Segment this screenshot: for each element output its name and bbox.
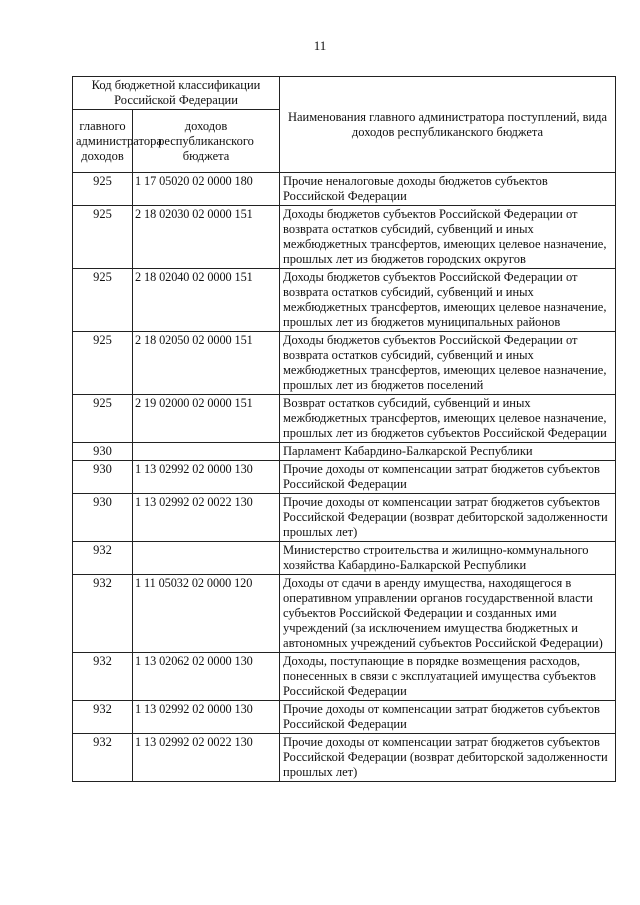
row-income-name: Прочие доходы от компенсации затрат бюджетов субъектов Российской Федерации <box>280 701 616 734</box>
row-admin-code: 930 <box>73 443 133 461</box>
row-admin-code: 930 <box>73 494 133 542</box>
budget-classification-table <box>72 76 616 782</box>
row-income-name: Министерство строительства и жилищно-коммунального хозяйства Кабардино-Балкарской Республики <box>280 542 616 575</box>
table-row <box>73 653 616 701</box>
header-name-column: Наименования главного администратора поступлений, вида доходов республиканского бюджета <box>280 77 616 173</box>
row-income-code: 1 13 02992 02 0022 130 <box>133 734 280 782</box>
row-income-name: Прочие доходы от компенсации затрат бюджетов субъектов Российской Федерации (возврат дебиторской задолженности прошлых лет) <box>280 734 616 782</box>
row-admin-code: 932 <box>73 542 133 575</box>
row-income-name: Доходы бюджетов субъектов Российской Федерации от возврата остатков субсидий, субвенций и иных межбюджетных трансфертов, имеющих целевое назначение, прошлых лет из бюджетов муниципальных районов <box>280 269 616 332</box>
row-admin-code: 925 <box>73 332 133 395</box>
table-header <box>73 77 616 173</box>
row-admin-code: 932 <box>73 653 133 701</box>
row-income-code: 2 18 02050 02 0000 151 <box>133 332 280 395</box>
table-row <box>73 734 616 782</box>
row-income-code: 2 19 02000 02 0000 151 <box>133 395 280 443</box>
table-row <box>73 461 616 494</box>
row-income-name: Доходы бюджетов субъектов Российской Федерации от возврата остатков субсидий, субвенций и иных межбюджетных трансфертов, имеющих целевое назначение, прошлых лет из бюджетов городских округов <box>280 206 616 269</box>
row-admin-code: 932 <box>73 734 133 782</box>
table-row <box>73 575 616 653</box>
row-admin-code: 930 <box>73 461 133 494</box>
page-number: 11 <box>313 38 327 53</box>
table-row <box>73 701 616 734</box>
row-admin-code: 925 <box>73 206 133 269</box>
row-income-name: Прочие доходы от компенсации затрат бюджетов субъектов Российской Федерации (возврат дебиторской задолженности прошлых лет) <box>280 494 616 542</box>
header-classification-code: Код бюджетной классификации Российской Федерации <box>73 77 280 110</box>
table-row <box>73 173 616 206</box>
header-admin-column: главного администратора доходов <box>73 110 133 173</box>
row-income-name: Прочие доходы от компенсации затрат бюджетов субъектов Российской Федерации <box>280 461 616 494</box>
row-income-code: 1 13 02992 02 0000 130 <box>133 461 280 494</box>
row-income-code: 2 18 02030 02 0000 151 <box>133 206 280 269</box>
row-admin-code: 925 <box>73 269 133 332</box>
row-admin-code: 925 <box>73 173 133 206</box>
row-income-code: 1 13 02992 02 0022 130 <box>133 494 280 542</box>
row-income-name: Доходы, поступающие в порядке возмещения расходов, понесенных в связи с эксплуатацией имущества субъектов Российской Федерации <box>280 653 616 701</box>
table-row <box>73 269 616 332</box>
row-income-code: 2 18 02040 02 0000 151 <box>133 269 280 332</box>
table-body <box>73 173 616 782</box>
row-admin-code: 932 <box>73 701 133 734</box>
table-row <box>73 206 616 269</box>
row-admin-code: 932 <box>73 575 133 653</box>
table-row <box>73 443 616 461</box>
row-income-name: Доходы от сдачи в аренду имущества, находящегося в оперативном управлении органов государственной власти субъектов Российской Федерации и созданных ими учреждений (за исключением имущества бюджетных и автономных учреждений субъектов Российской Федерации) <box>280 575 616 653</box>
row-income-code <box>133 542 280 575</box>
row-income-code: 1 11 05032 02 0000 120 <box>133 575 280 653</box>
row-income-name: Прочие неналоговые доходы бюджетов субъектов Российской Федерации <box>280 173 616 206</box>
table-row <box>73 395 616 443</box>
table-row <box>73 542 616 575</box>
row-income-code <box>133 443 280 461</box>
header-income-column: доходов республиканского бюджета <box>133 110 280 173</box>
row-income-name: Возврат остатков субсидий, субвенций и иных межбюджетных трансфертов, имеющих целевое назначение, прошлых лет из бюджетов субъектов Российской Федерации <box>280 395 616 443</box>
row-admin-code: 925 <box>73 395 133 443</box>
table-row <box>73 332 616 395</box>
row-income-code: 1 17 05020 02 0000 180 <box>133 173 280 206</box>
row-income-code: 1 13 02992 02 0000 130 <box>133 701 280 734</box>
row-income-code: 1 13 02062 02 0000 130 <box>133 653 280 701</box>
row-income-name: Парламент Кабардино-Балкарской Республики <box>280 443 616 461</box>
table-row <box>73 494 616 542</box>
row-income-name: Доходы бюджетов субъектов Российской Федерации от возврата остатков субсидий, субвенций и иных межбюджетных трансфертов, имеющих целевое назначение, прошлых лет из бюджетов поселений <box>280 332 616 395</box>
